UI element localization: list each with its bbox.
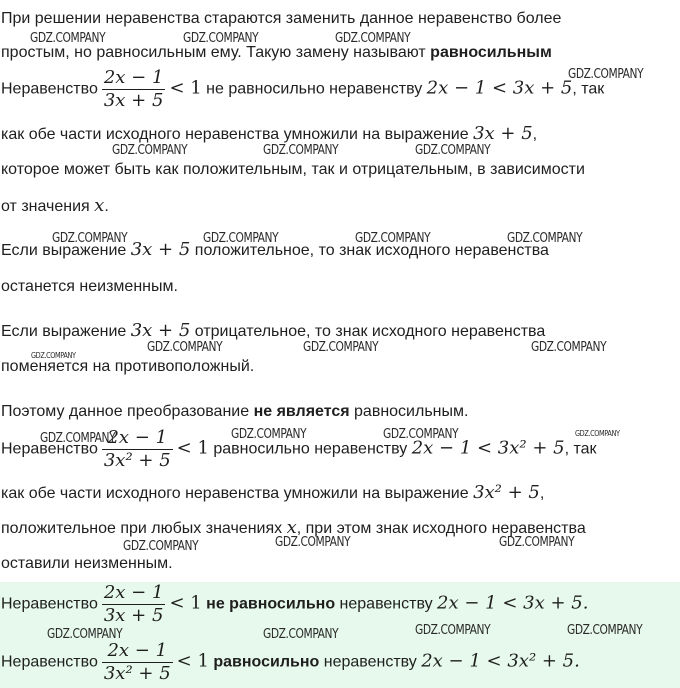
- paragraph-line: положительное при любых значениях x, при этом знак исходного неравенства: [1, 517, 586, 538]
- paragraph-line: Если выражение 3x + 5 положительное, то знак исходного неравенства: [1, 239, 549, 260]
- inequality-example: Неравенство $\frac{2x - 1}{\text{3x² + 5}}$ < 1 равносильно неравенству 2x − 1 < 3x² + 5, так: [1, 427, 597, 471]
- paragraph-line: оставили неизменным.: [1, 555, 173, 572]
- watermark: GDZ.COMPANY: [415, 623, 491, 638]
- watermark: GDZ.COMPANY: [231, 427, 307, 442]
- watermark: GDZ.COMPANY: [415, 143, 491, 158]
- paragraph-line: Поэтому данное преобразование не является равносильным.: [1, 403, 469, 420]
- paragraph-line: Если выражение 3x + 5 отрицательное, то знак исходного неравенства: [1, 320, 546, 341]
- watermark: GDZ.COMPANY: [147, 340, 223, 355]
- watermark: GDZ.COMPANY: [183, 31, 259, 46]
- watermark: GDZ.COMPANY: [567, 623, 643, 638]
- paragraph-line: как обе части исходного неравенства умножили на выражение 3x² + 5,: [1, 482, 545, 503]
- watermark: GDZ.COMPANY: [263, 143, 339, 158]
- paragraph-line: от значения x.: [1, 195, 109, 216]
- watermark: GDZ.COMPANY: [263, 627, 339, 642]
- watermark: GDZ.COMPANY: [335, 31, 411, 46]
- inequality-example: Неравенство $\frac{2x - 1}{3x + 5}$ < 1 не равносильно неравенству 2x − 1 < 3x + 5, так: [1, 67, 605, 111]
- watermark: GDZ.COMPANY: [575, 429, 620, 438]
- watermark: GDZ.COMPANY: [355, 231, 431, 246]
- watermark: GDZ.COMPANY: [112, 143, 188, 158]
- paragraph-line: которое может быть как положительным, так и отрицательным, в зависимости: [1, 161, 585, 178]
- watermark: GDZ.COMPANY: [507, 231, 583, 246]
- paragraph-line: поменяется на противоположный.: [1, 358, 255, 375]
- fraction: $\frac{2x - 1}{3x + 5}$: [103, 67, 164, 111]
- watermark: GDZ.COMPANY: [383, 427, 459, 442]
- watermark: GDZ.COMPANY: [31, 351, 76, 360]
- watermark: GDZ.COMPANY: [275, 535, 351, 550]
- watermark: GDZ.COMPANY: [568, 67, 644, 82]
- fraction: $\frac{2x - 1}{3x + 5}$: [103, 582, 164, 626]
- summary-line: Неравенство $\frac{2x - 1}{3x + 5}$ < 1 не равносильно неравенству 2x − 1 < 3x + 5.: [1, 582, 589, 626]
- fraction: $\frac{2x - 1}{\text{3x² + 5}}$: [103, 640, 171, 684]
- watermark: GDZ.COMPANY: [499, 535, 575, 550]
- fraction: $\frac{2x - 1}{\text{3x² + 5}}$: [103, 427, 171, 471]
- watermark: GDZ.COMPANY: [203, 231, 279, 246]
- watermark: GDZ.COMPANY: [531, 340, 607, 355]
- paragraph-line: останется неизменным.: [1, 278, 178, 295]
- watermark: GDZ.COMPANY: [52, 231, 128, 246]
- watermark: GDZ.COMPANY: [47, 627, 123, 642]
- watermark: GDZ.COMPANY: [40, 431, 116, 446]
- paragraph-line: как обе части исходного неравенства умножили на выражение 3x + 5,: [1, 123, 538, 144]
- paragraph-line: При решении неравенства стараются заменить данное неравенство более: [1, 10, 562, 27]
- paragraph-line: простым, но равносильным ему. Такую замену называют равносильным: [1, 44, 552, 61]
- watermark: GDZ.COMPANY: [303, 340, 379, 355]
- watermark: GDZ.COMPANY: [30, 31, 106, 46]
- watermark: GDZ.COMPANY: [123, 539, 199, 554]
- summary-line: Неравенство $\frac{2x - 1}{\text{3x² + 5}}$ < 1 равносильно неравенству 2x − 1 < 3x² + 5.: [1, 640, 580, 684]
